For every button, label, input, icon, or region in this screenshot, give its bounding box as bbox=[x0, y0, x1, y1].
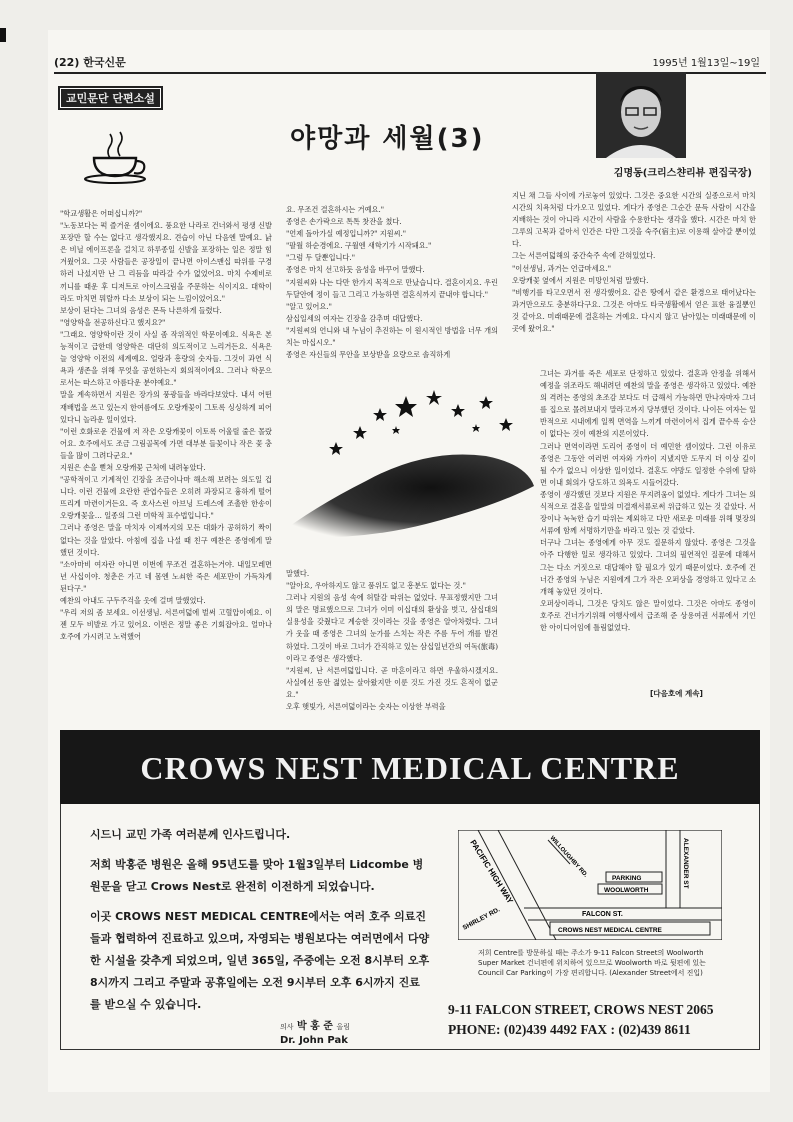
paragraph: 오퍼상이라니, 그것은 당치도 않은 말이었다. 그것은 아마도 종영이 호주로 건너가기위해 여행사에서 급조해 준 상용여권 서류에서 기인한 아이디어임에 틀림없었다. bbox=[540, 598, 756, 632]
author-byline: 김명동(크리스챤리뷰 편집국장) bbox=[613, 168, 752, 179]
paragraph: 그러나 종영은 말을 마치자 이제까지의 모든 대화가 공허하기 짝이 없다는 것을 알았다. 아침에 집을 나설 때 친구 예찬은 종영에게 말했던 것이다. bbox=[60, 523, 272, 557]
paragraph: "지원씨, 난 서른여덟입니다. 곧 마흔이라고 하면 우울하시겠지요. 사실에선 동안 젊었는 살아왔지만 이룬 것도 가진 것도 흔적이 없군요." bbox=[286, 665, 498, 699]
sig-suffix: 올림 bbox=[336, 1023, 350, 1031]
paragraph: 오후 햇빛가, 서른여덟이라는 숫자는 이상한 부력을 bbox=[286, 702, 446, 712]
paragraph: 그러나 면역이라면 도리어 종영이 더 예민한 셈이었다. 그런 이유로 종영은 그동안 여러번 여자와 가까이 지냈지만 도무지 더 이상 깊이 될 수가 없으니 이상한 일이었다. 결혼도 야망도 일정한 수위에 달하면 이내 회의가 당도하고 의욕도 시들어갔다. bbox=[540, 441, 756, 487]
paragraph: "이런 호화로운 건물에 저 작은 오랑캐꽃이 이토록 어울릴 줄은 몰랐어요. 호주에서도 조금 그림골목에 가면 대부분 들꽃이나 작은 꽃 충들을 많이 그려다군요." bbox=[60, 426, 272, 460]
sig-english: Dr. John Pak bbox=[280, 1035, 348, 1046]
paragraph: "팔월 하순경에요. 구월엔 새학기가 시작돼요." bbox=[286, 241, 432, 251]
article-column-3-lower bbox=[540, 368, 756, 634]
paragraph: 종영은 자신들의 무안을 보상받을 요량으로 솔직하게 bbox=[286, 350, 451, 360]
map-label-centre: CROWS NEST MEDICAL CENTRE bbox=[558, 927, 662, 934]
ad-paragraph: 저희 박홍준 병원은 올해 95년도를 맞아 1월3일부터 Lidcombe 병원문을 닫고 Crows Nest로 완전히 이전하게 되었습니다. bbox=[90, 858, 424, 893]
paragraph: 오랑캐꽃 옆에서 지원은 미망인처럼 말했다. bbox=[512, 275, 649, 285]
sig-name: 박 홍 준 bbox=[297, 1021, 333, 1032]
paragraph: "지원씨와 나는 다만 한가지 목적으로 만났습니다. 결혼이지요. 우린 두달안에 정이 들고 그리고 가능하면 결혼식까지 끝내야 합니다." bbox=[286, 277, 498, 299]
map-note: 저희 Centre를 방문하실 때는 주소가 9-11 Falcon Street의 Woolworth Super Market 건너편에 위치하여 있으므로 Woolworth 바로 뒷편에 있는 Council Car Parking이 가장 편리합니다. (Alexander Street에서 진입) bbox=[478, 949, 706, 977]
paragraph: "지원씨의 언니와 내 누님이 추진하는 이 원시적인 방법을 너무 개의치는 마십시오." bbox=[286, 325, 498, 348]
map-label-willoughby: WILLOUGHBY RD. bbox=[548, 835, 589, 879]
paragraph: "알아요, 우아하지도 않고 품위도 없고 흥분도 없다는 것." bbox=[286, 581, 466, 591]
map-label-alexander: ALEXANDER ST bbox=[682, 838, 689, 889]
ad-paragraph: 이곳 CROWS NEST MEDICAL CENTRE에서는 여러 호주 의료진들과 협력하여 진료하고 있으며, 자영되는 병원보다는 여러면에서 다양한 시설을 갖추게 되었으며, 일년 365일, 주중에는 오전 8시부터 오후 8시까지 그리고 주말과 공휴일에는 오전 9시부터 오후 6시까지 진료를 받으실 수 있습니다. bbox=[90, 910, 430, 1011]
paragraph: "비행기를 타고오면서 전 생각했어요. 같은 땅에서 같은 환경으로 태어났다는 과거만으로도 충분하다구요. 그것은 아마도 타국생활에서 얻은 표한 융질뿐인 것 같아요. 미래때문에 결혼하는 거예요. 다시지 않고 남아있는 미래때문에 이곳에 왔어요." bbox=[512, 287, 756, 334]
article-column-3 bbox=[512, 190, 756, 335]
paragraph: 그녀는 과거를 죽은 세포로 단정하고 있었다. 결혼과 안정을 위해서 예정을 위조라도 해내려던 예찬의 말을 종영은 생각하고 있었다. 예찬의 격려는 종영의 초조감 보다도 더 급해서 가능하면 만나자마자 그녀를 집으로 몰려보내지 말라고까지 당부했던 것이다. 나이든 여자는 일반적으로 시내에게 일찍 면역을 느끼게 마련이어서 집게 끝수록 승산이 없다는 것이 예찬의 지론이었다. bbox=[540, 369, 756, 439]
sig-prefix: 의사 bbox=[280, 1023, 294, 1031]
map-label-woolworth: WOOLWORTH bbox=[604, 887, 649, 894]
scan-edge-mark bbox=[0, 28, 6, 42]
paragraph: 지원은 손을 뻗쳐 오랑캐꽃 근처에 내려놓았다. bbox=[60, 462, 206, 472]
paragraph: "그럼 두 달뿐입니다." bbox=[286, 253, 356, 263]
paragraph: 종영은 마치 선고하듯 음성을 바꾸어 말했다. bbox=[286, 265, 425, 275]
paragraph: 보상이 된다는 그녀의 음성은 몬득 나른하게 들렸다. bbox=[60, 305, 222, 315]
paragraph: 말을 계속하면서 지원은 장가의 풍광들을 바라다보았다. 내셔 어떤 재배법을 쓰고 있는지 한여름에도 오랑캐꽃이 그토록 싱싱하게 피어있다니 놀라운 일이었다. bbox=[60, 390, 272, 424]
paragraph: 요. 무조건 결혼하시는 거예요." bbox=[286, 205, 385, 214]
paragraph: 그는 서른여덟해의 중간숙주 속에 갇혀있었다. bbox=[512, 251, 656, 261]
author-photo bbox=[596, 72, 686, 158]
article-title: 야망과 세월(3) bbox=[290, 124, 485, 154]
paragraph: 말했다. bbox=[286, 569, 310, 578]
paragraph: 지닌 채 그들 사이에 가로놓여 있었다. 그것은 중요한 시간의 실종으로서 마치 시간의 치욕처럼 다가오고 있었다. 게다가 종영은 그순간 문득 사람이 시간을 지배하는 것이 아니라 시간이 사람을 수용한다는 생각을 했다. 시간은 마치 한 그루의 고목과 같아서 인간은 다만 그것을 숙주(宿主)로 이용해 살아갈 뿐이었다. bbox=[512, 191, 756, 249]
article-column-2-lower bbox=[286, 568, 498, 713]
paragraph: "우리 저의 좀 보세요. 이선생님. 서른여덟에 벌써 고혈압이예요. 이젠 모두 비발로 가고 있어요. 이번은 정말 좋은 기회잡아요. 얼마나 호주에 가시려고 노력했어 bbox=[60, 608, 272, 642]
paragraph: 종영은 손가락으로 톡톡 찻잔을 쳤다. bbox=[286, 217, 402, 227]
paragraph: "언제 돌아가실 예정입니까?" 지원씨." bbox=[286, 229, 407, 239]
paragraph: "알고 있어요." bbox=[286, 301, 332, 311]
ad-address: 9-11 FALCON STREET, CROWS NEST 2065 bbox=[448, 1002, 714, 1017]
ad-signature bbox=[280, 1020, 350, 1047]
continued-note: [다음호에 계속] bbox=[650, 689, 703, 698]
map-label-shirley: SHIRLEY RD. bbox=[461, 906, 502, 932]
paragraph: "공학적이고 기계적인 긴장을 조금이나마 해소해 보려는 의도일 겁니다. 이런 건물에 요란한 관엽수들은 오히려 과장되고 흉하게 떨어뜨리게 마련이거든요. 즉 호사스런 아브닝 드레스에 조촐한 한송이 오랑캐꽃을… 일종의 그런 미학적 표수법입니다." bbox=[60, 475, 272, 521]
paragraph: 그러나 지원의 음성 속에 허탈감 따위는 없었다. 무표정했지만 그녀의 말은 명료했으므로 그녀가 이미 이십대의 환상을 벗고, 삼십대의 실용성을 갖췄다고 계승한 것이라는 것을 종영은 알아차렸다. 그녀가 웃을 때 종영은 그녀의 눈가를 스치는 작은 주름 두어 개를 발견하였다. 그것이 바로 그녀가 간직하고 있는 삼십일년간의 여독(旅毒)이라고 종영은 생각했다. bbox=[286, 593, 498, 663]
page-label: (22) 한국신문 bbox=[54, 56, 126, 69]
ad-phone: PHONE: (02)439 4492 FAX : (02)439 8611 bbox=[448, 1022, 691, 1037]
ad-contact bbox=[448, 1000, 748, 1040]
night-sky-illustration bbox=[276, 386, 536, 546]
article-column-2 bbox=[286, 204, 498, 361]
issue-date: 1995년 1월13일~19일 bbox=[652, 58, 760, 69]
paragraph: 삼십일세의 여자는 긴장을 감추며 대답했다. bbox=[286, 313, 423, 323]
paragraph: 종영이 생각했던 것보다 지원은 무지려움이 없었다. 게다가 그녀는 의식적으로 결혼을 일말의 미결재서류로써 위급하고 있는 것 같았다. 서장이나 눅눅한 습기 따위는 제외하고 다만 새로운 미래를 위해 몇장의 서류에 함께 서명하기만을 바라고 있는 것 같았다. bbox=[540, 489, 756, 536]
location-map bbox=[458, 830, 722, 940]
map-label-parking: PARKING bbox=[612, 875, 642, 882]
ad-body bbox=[90, 824, 430, 1024]
paragraph: "영양학을 전공하신다고 했지요?" bbox=[60, 317, 166, 327]
map-label-pacific-hwy: PACIFIC HIGH WAY bbox=[468, 838, 515, 906]
article-column-1 bbox=[60, 208, 272, 643]
section-banner: 교민문단 단편소설 bbox=[58, 86, 163, 110]
paragraph: 예찬의 아내도 구두주걱을 옷에 걸며 말했었다. bbox=[60, 596, 206, 605]
map-label-falcon: FALCON ST. bbox=[582, 911, 623, 918]
paragraph: "이선생님, 과거는 언급마세요." bbox=[512, 263, 612, 273]
ad-greeting: 시드니 교민 가족 여러분께 인사드립니다. bbox=[90, 828, 291, 841]
page-header bbox=[54, 52, 766, 72]
paragraph: "노동보다는 퍽 즐거운 셈이에요. 풍요한 나라로 건너와서 평생 신발포장만 할 수는 없다고 생각했지요. 견습이 아닌 다음엔 말예요. 낡은 비닐 에이프론을 걸치고 하루종일 신발을 포장하는 일은 정말 힘겨웠어요. 그곳 사람들은 공장일이 끝나면 아이스맨십 따위를 구경하러 나섰지만 난 그 리듬을 따라갈 수가 없었어요. 마치 수제비로 끼니를 때운 후 디저트로 아이스크림을 주문하는 식이지요. 대학이라도 마치면 뭐랄까 다소 보상이 되는 느낌이었어요." bbox=[60, 221, 272, 303]
ad-title: CROWS NEST MEDICAL CENTRE bbox=[140, 750, 680, 786]
coffee-cup-icon bbox=[80, 128, 160, 184]
paragraph: "학교생활은 어떠십니까?" bbox=[60, 209, 143, 218]
paragraph: 더구나 그녀는 종영에게 아무 것도 질문하지 않았다. 종영은 그것을 아주 다행한 일로 생각하고 있었다. 그녀의 필연적인 질문에 대해서 그는 다소 거짓으로 대답해야 할 필요가 있기 때문이었다. 호주에 건너간 종영의 누님은 지원에게 그가 작은 오퍼상을 경영하고 있다고 소개해 놓았던 것이다. bbox=[540, 538, 756, 596]
paragraph: "그래요. 영양학이란 것이 사실 좀 작위적인 학문이예요. 식욕은 본능적이고 급한데 영양학은 대단히 의도적이고 느리거든요. 식욕은 늘 영양학 이전의 세계예요. 얼랑과 흥량의 숫자들. 그것이 과연 식욕과 생존을 위해 무엇을 공헌하는지 회의적이에요. 그러나 학문으로서는 따스하고 아름다운 분야예요." bbox=[60, 329, 272, 388]
paragraph: "소아마비 여자란 아니면 이번에 무조건 결혼하는거야. 내일모레면 년 사십이야. 청춘은 가고 네 몸엔 노쇠한 죽은 세포만이 가득차게 된다구." bbox=[60, 559, 272, 593]
